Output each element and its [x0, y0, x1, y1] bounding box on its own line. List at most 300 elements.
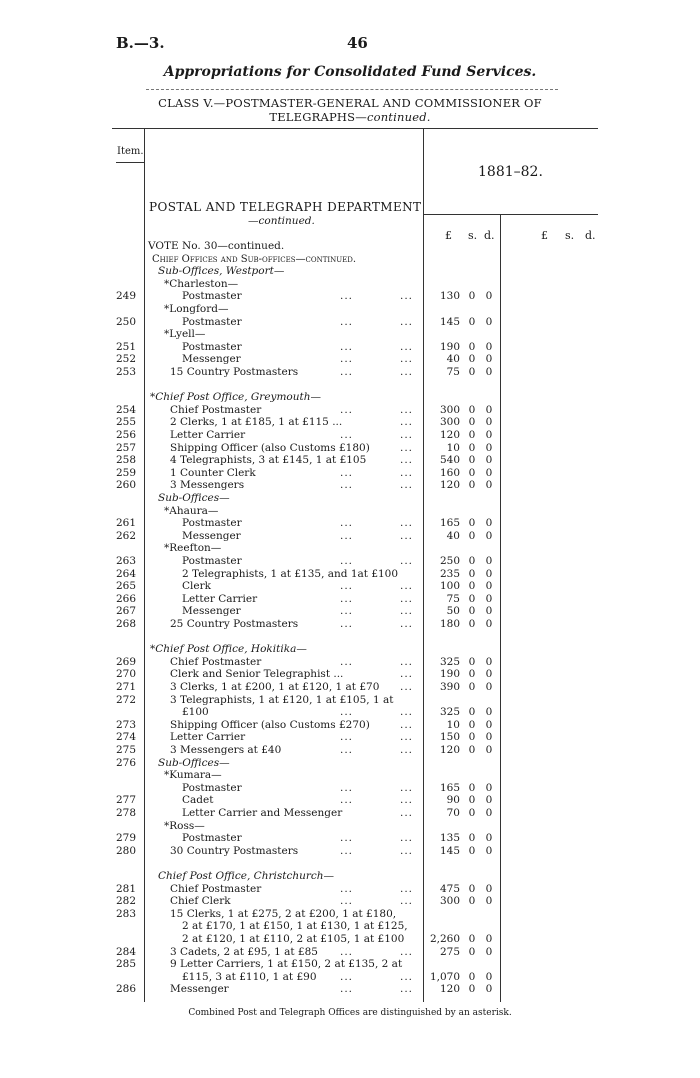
row-description: £100 [182, 706, 209, 719]
row-description: 25 Country Postmasters [170, 618, 299, 630]
table-row [0, 656, 700, 669]
amount-shillings: 0 [468, 315, 476, 328]
table-row [0, 416, 700, 429]
table-row [0, 605, 700, 618]
table-row [0, 555, 700, 568]
item-number: 259 [115, 466, 136, 479]
row-description: *Charleston— [164, 277, 239, 290]
amount-pence: 0 [485, 895, 493, 908]
table-row [0, 341, 700, 354]
amount-pounds: 10 [446, 718, 460, 731]
amount-pounds: 40 [446, 353, 460, 366]
amount-pence: 0 [485, 668, 493, 681]
leader-dots: ... [340, 466, 354, 479]
row-description: Messenger [182, 529, 241, 542]
leader-dots: ... [340, 781, 354, 794]
table-row [0, 971, 700, 984]
leader-dots: ... [400, 340, 414, 353]
amount-pence: 0 [485, 555, 493, 567]
row-description: Postmaster [182, 517, 242, 530]
amount-pence: 0 [485, 807, 493, 819]
amount-shillings: 0 [468, 366, 476, 378]
amount-shillings: 0 [468, 416, 476, 429]
amount-pounds: 120 [439, 983, 460, 996]
table-row [0, 857, 700, 870]
class-heading-continued-label: continued. [366, 110, 431, 124]
leader-dots: ... [340, 731, 354, 744]
leader-dots: ... [400, 681, 414, 693]
amount-pence: 0 [485, 416, 493, 429]
pound-header: £ [445, 229, 452, 242]
amount-shillings: 0 [468, 567, 476, 580]
leader-dots: ... [340, 555, 354, 567]
table-row [0, 920, 700, 933]
amount-pounds: 75 [446, 592, 460, 605]
amount-pounds: 40 [446, 529, 460, 542]
table-row [0, 719, 700, 732]
amount-pence: 0 [485, 454, 493, 467]
leader-dots: ... [340, 605, 354, 618]
item-number: 262 [115, 529, 136, 542]
total-shilling-header: s. [565, 229, 575, 242]
amount-shillings: 0 [468, 517, 476, 530]
row-description: 3 Telegraphists, 1 at £120, 1 at £105, 1 at [170, 693, 394, 706]
item-number: 286 [115, 983, 136, 996]
leader-dots: ... [400, 718, 414, 731]
amount-pence: 0 [485, 605, 493, 618]
amount-shillings: 0 [468, 655, 476, 668]
row-description: Postmaster [182, 340, 242, 353]
amount-shillings: 0 [468, 744, 476, 756]
amount-pounds: 2,260 [429, 933, 460, 945]
leader-dots: ... [400, 731, 414, 744]
table-row [0, 467, 700, 480]
row-description: Letter Carrier [182, 592, 258, 605]
item-number: 249 [115, 290, 136, 303]
table-row [0, 290, 700, 303]
amount-shillings: 0 [468, 794, 476, 807]
amount-pounds: 190 [439, 668, 460, 681]
amount-pence: 0 [485, 794, 493, 807]
item-number: 251 [115, 340, 136, 353]
amount-shillings: 0 [468, 605, 476, 618]
table-row [0, 895, 700, 908]
amount-pounds: 475 [439, 882, 460, 895]
row-description: 2 Clerks, 1 at £185, 1 at £115 ... [170, 416, 343, 429]
amount-shillings: 0 [468, 718, 476, 731]
total-pound-header: £ [541, 229, 548, 242]
table-row [0, 429, 700, 442]
amount-pence: 0 [485, 844, 493, 857]
row-description: 3 Messengers at £40 [170, 744, 282, 756]
item-number: 285 [115, 958, 136, 971]
leader-dots: ... [400, 655, 414, 668]
row-description: Chief Clerk [170, 895, 231, 908]
amount-shillings: 0 [468, 479, 476, 492]
amount-pence: 0 [485, 781, 493, 794]
item-number: 258 [115, 454, 136, 467]
table-row [0, 731, 700, 744]
amount-pence: 0 [485, 945, 493, 958]
amount-pounds: 120 [439, 744, 460, 756]
row-description: Chief Postmaster [170, 655, 262, 668]
item-number: 272 [115, 693, 136, 706]
table-top-rule [112, 128, 598, 129]
table-row [0, 769, 700, 782]
amount-pounds: 145 [439, 315, 460, 328]
amount-pounds: 50 [446, 605, 460, 618]
page-subtitle: Appropriations for Consolidated Fund Services. [163, 64, 537, 80]
amount-shillings: 0 [468, 454, 476, 467]
amount-pence: 0 [485, 983, 493, 996]
leader-dots: ... [400, 844, 414, 857]
amount-shillings: 0 [468, 618, 476, 630]
amount-pence: 0 [485, 933, 493, 945]
row-description: Chief Offices and Sub-offices—continued. [152, 253, 357, 265]
amount-shillings: 0 [468, 529, 476, 542]
table-row [0, 908, 700, 921]
amount-pounds: 120 [439, 429, 460, 441]
leader-dots: ... [400, 592, 414, 605]
leader-dots: ... [400, 882, 414, 895]
amount-pence: 0 [485, 970, 493, 983]
row-description: Postmaster [182, 555, 242, 567]
item-number: 257 [115, 441, 136, 454]
leader-dots: ... [400, 441, 414, 454]
row-description: Sub-Offices— [158, 492, 230, 504]
item-number: 284 [115, 945, 136, 958]
row-description: Messenger [170, 983, 229, 996]
leader-dots: ... [340, 844, 354, 857]
table-row [0, 933, 700, 946]
amount-shillings: 0 [468, 580, 476, 593]
row-description: 9 Letter Carriers, 1 at £150, 2 at £135, 2 at [170, 958, 403, 971]
table-row [0, 353, 700, 366]
pence-header: d. [484, 229, 495, 242]
leader-dots: ... [340, 983, 354, 996]
amount-shillings: 0 [468, 290, 476, 303]
table-row [0, 757, 700, 770]
table-row [0, 542, 700, 555]
table-row [0, 883, 700, 896]
row-description: Letter Carrier [170, 429, 246, 441]
amount-pounds: 300 [439, 416, 460, 429]
amount-pounds: 325 [439, 706, 460, 719]
row-description: 3 Cadets, 2 at £95, 1 at £85 [170, 945, 318, 958]
footnote: Combined Post and Telegraph Offices are distinguished by an asterisk. [188, 1008, 512, 1018]
row-description: Chief Postmaster [170, 403, 262, 416]
item-number: 260 [115, 479, 136, 492]
table-row [0, 454, 700, 467]
item-number: 255 [115, 416, 136, 429]
leader-dots: ... [400, 403, 414, 416]
amount-pounds: 75 [446, 366, 460, 378]
amount-shillings: 0 [468, 844, 476, 857]
year-heading: 1881–82. [478, 164, 543, 180]
leader-dots: ... [400, 807, 414, 819]
item-number: 282 [115, 895, 136, 908]
amount-shillings: 0 [468, 681, 476, 693]
amount-pence: 0 [485, 340, 493, 353]
leader-dots: ... [340, 945, 354, 958]
page-number: 46 [347, 34, 368, 52]
item-number: 252 [115, 353, 136, 366]
leader-dots: ... [400, 668, 414, 681]
leader-dots: ... [340, 340, 354, 353]
row-description: 15 Country Postmasters [170, 366, 299, 378]
amount-pounds: 1,070 [429, 970, 460, 983]
row-description: Chief Postmaster [170, 882, 262, 895]
item-number: 283 [115, 907, 136, 920]
amount-pence: 0 [485, 466, 493, 479]
amount-shillings: 0 [468, 668, 476, 681]
leader-dots: ... [340, 744, 354, 756]
leader-dots: ... [340, 895, 354, 908]
amount-pence: 0 [485, 882, 493, 895]
leader-dots: ... [400, 454, 414, 467]
table-row [0, 505, 700, 518]
item-number: 269 [115, 655, 136, 668]
amount-shillings: 0 [468, 466, 476, 479]
amount-shillings: 0 [468, 429, 476, 441]
amount-shillings: 0 [468, 403, 476, 416]
amount-shillings: 0 [468, 882, 476, 895]
leader-dots: ... [340, 479, 354, 492]
amount-pounds: 145 [439, 844, 460, 857]
leader-dots: ... [400, 580, 414, 593]
row-description: Messenger [182, 353, 241, 366]
item-number: 256 [115, 429, 136, 441]
class-heading-part: TELEGRAPHS— [269, 110, 367, 124]
class-heading: CLASS V.—POSTMASTER-GENERAL AND COMMISSIONER OF [158, 96, 542, 110]
amount-pence: 0 [485, 366, 493, 378]
leader-dots: ... [400, 479, 414, 492]
item-number: 267 [115, 605, 136, 618]
item-number: 254 [115, 403, 136, 416]
amount-pence: 0 [485, 353, 493, 366]
table-row [0, 983, 700, 996]
item-number: 280 [115, 844, 136, 857]
table-row [0, 744, 700, 757]
leader-dots: ... [340, 290, 354, 303]
amount-pounds: 165 [439, 781, 460, 794]
amount-pence: 0 [485, 718, 493, 731]
leader-dots: ... [400, 315, 414, 328]
item-number: 264 [115, 567, 136, 580]
table-row [0, 265, 700, 278]
amount-shillings: 0 [468, 933, 476, 945]
leader-dots: ... [340, 315, 354, 328]
amount-pence: 0 [485, 618, 493, 630]
amount-pence: 0 [485, 681, 493, 693]
item-number: 274 [115, 731, 136, 744]
item-number: 268 [115, 618, 136, 630]
amount-pence: 0 [485, 706, 493, 719]
row-description: *Reefton— [164, 542, 222, 555]
leader-dots: ... [400, 983, 414, 996]
table-row [0, 820, 700, 833]
amount-shillings: 0 [468, 441, 476, 454]
item-number: 281 [115, 882, 136, 895]
amount-shillings: 0 [468, 983, 476, 996]
row-description: Postmaster [182, 315, 242, 328]
table-row [0, 530, 700, 543]
amount-pounds: 150 [439, 731, 460, 744]
leader-dots: ... [400, 781, 414, 794]
leader-dots: ... [400, 366, 414, 378]
table-row [0, 517, 700, 530]
item-number: 277 [115, 794, 136, 807]
amount-pounds: 180 [439, 618, 460, 630]
amount-pence: 0 [485, 731, 493, 744]
amount-pounds: 390 [439, 681, 460, 693]
amount-pence: 0 [485, 403, 493, 416]
leader-dots: ... [400, 555, 414, 567]
amount-pounds: 10 [446, 441, 460, 454]
leader-dots: ... [400, 794, 414, 807]
amount-pence: 0 [485, 429, 493, 441]
leader-dots: ... [400, 832, 414, 845]
amount-shillings: 0 [468, 731, 476, 744]
amount-shillings: 0 [468, 706, 476, 719]
row-description: 4 Telegraphists, 3 at £145, 1 at £105 [170, 454, 367, 467]
item-column-header: Item. [117, 146, 144, 157]
row-description: 3 Clerks, 1 at £200, 1 at £120, 1 at £70 [170, 681, 380, 693]
leader-dots: ... [340, 353, 354, 366]
row-description: Postmaster [182, 832, 242, 845]
year-underline [423, 214, 598, 215]
row-description: 2 Telegraphists, 1 at £135, and 1at £100 [182, 567, 399, 580]
amount-pounds: 300 [439, 403, 460, 416]
leader-dots: ... [340, 970, 354, 983]
leader-dots: ... [340, 403, 354, 416]
amount-pounds: 130 [439, 290, 460, 303]
item-number: 275 [115, 744, 136, 756]
amount-pounds: 190 [439, 340, 460, 353]
amount-pence: 0 [485, 517, 493, 530]
row-description: VOTE No. 30—continued. [148, 240, 285, 252]
table-row [0, 694, 700, 707]
item-number: 253 [115, 366, 136, 378]
amount-shillings: 0 [468, 555, 476, 567]
leader-dots: ... [340, 618, 354, 630]
amount-pounds: 90 [446, 794, 460, 807]
leader-dots: ... [400, 517, 414, 530]
row-description: 30 Country Postmasters [170, 844, 299, 857]
top-rule [146, 89, 558, 90]
amount-pounds: 540 [439, 454, 460, 467]
table-row [0, 794, 700, 807]
row-description: Clerk and Senior Telegraphist ... [170, 668, 344, 681]
row-description: Sub-Offices, Westport— [158, 265, 285, 278]
amount-shillings: 0 [468, 781, 476, 794]
leader-dots: ... [400, 744, 414, 756]
table-row [0, 379, 700, 392]
item-number: 279 [115, 832, 136, 845]
table-row [0, 568, 700, 581]
shilling-header: s. [468, 229, 478, 242]
leader-dots: ... [400, 605, 414, 618]
row-description: *Kumara— [164, 769, 222, 782]
leader-dots: ... [340, 517, 354, 530]
leader-dots: ... [340, 655, 354, 668]
table-row [0, 391, 700, 404]
amount-pounds: 325 [439, 655, 460, 668]
leader-dots: ... [400, 353, 414, 366]
item-number: 250 [115, 315, 136, 328]
amount-shillings: 0 [468, 807, 476, 819]
row-description: 2 at £120, 1 at £110, 2 at £105, 1 at £100 [182, 933, 405, 945]
table-row [0, 253, 700, 266]
leader-dots: ... [400, 618, 414, 630]
amount-pence: 0 [485, 290, 493, 303]
leader-dots: ... [340, 529, 354, 542]
amount-pounds: 100 [439, 580, 460, 593]
amount-pounds: 250 [439, 555, 460, 567]
item-number: 263 [115, 555, 136, 567]
leader-dots: ... [340, 706, 354, 719]
item-number: 261 [115, 517, 136, 530]
row-description: 1 Counter Clerk [170, 466, 256, 479]
item-number: 271 [115, 681, 136, 693]
class-heading-continued [0, 110, 700, 124]
leader-dots: ... [400, 529, 414, 542]
amount-pounds: 165 [439, 517, 460, 530]
leader-dots: ... [340, 832, 354, 845]
item-number: 270 [115, 668, 136, 681]
item-number: 266 [115, 592, 136, 605]
leader-dots: ... [400, 466, 414, 479]
amount-pounds: 275 [439, 945, 460, 958]
leader-dots: ... [340, 366, 354, 378]
table-row [0, 706, 700, 719]
row-description: Messenger [182, 605, 241, 618]
row-description: Postmaster [182, 781, 242, 794]
row-description: Letter Carrier and Messenger [182, 807, 343, 819]
section-title: POSTAL AND TELEGRAPH DEPARTMENT [149, 200, 422, 214]
total-pence-header: d. [585, 229, 596, 242]
row-description: Shipping Officer (also Customs £180) [170, 441, 370, 454]
row-description: Clerk [182, 580, 211, 593]
row-description: Cadet [182, 794, 214, 807]
table-row [0, 631, 700, 644]
amount-pence: 0 [485, 441, 493, 454]
amount-shillings: 0 [468, 340, 476, 353]
table-row [0, 643, 700, 656]
row-description: 3 Messengers [170, 479, 245, 492]
document-reference: B.—3. [116, 34, 165, 52]
amount-shillings: 0 [468, 832, 476, 845]
row-description: Postmaster [182, 290, 242, 303]
amount-pence: 0 [485, 592, 493, 605]
table-row [0, 404, 700, 417]
amount-pence: 0 [485, 479, 493, 492]
row-description: *Ahaura— [164, 504, 219, 517]
table-row [0, 958, 700, 971]
table-row [0, 870, 700, 883]
item-number: 273 [115, 718, 136, 731]
row-description: £115, 3 at £110, 1 at £90 [182, 970, 317, 983]
row-description: Shipping Officer (also Customs £270) [170, 718, 370, 731]
table-row [0, 845, 700, 858]
table-row [0, 278, 700, 291]
leader-dots: ... [400, 416, 414, 429]
leader-dots: ... [340, 592, 354, 605]
amount-pounds: 235 [439, 567, 460, 580]
leader-dots: ... [400, 945, 414, 958]
item-header-underline [116, 162, 144, 163]
amount-pence: 0 [485, 832, 493, 845]
